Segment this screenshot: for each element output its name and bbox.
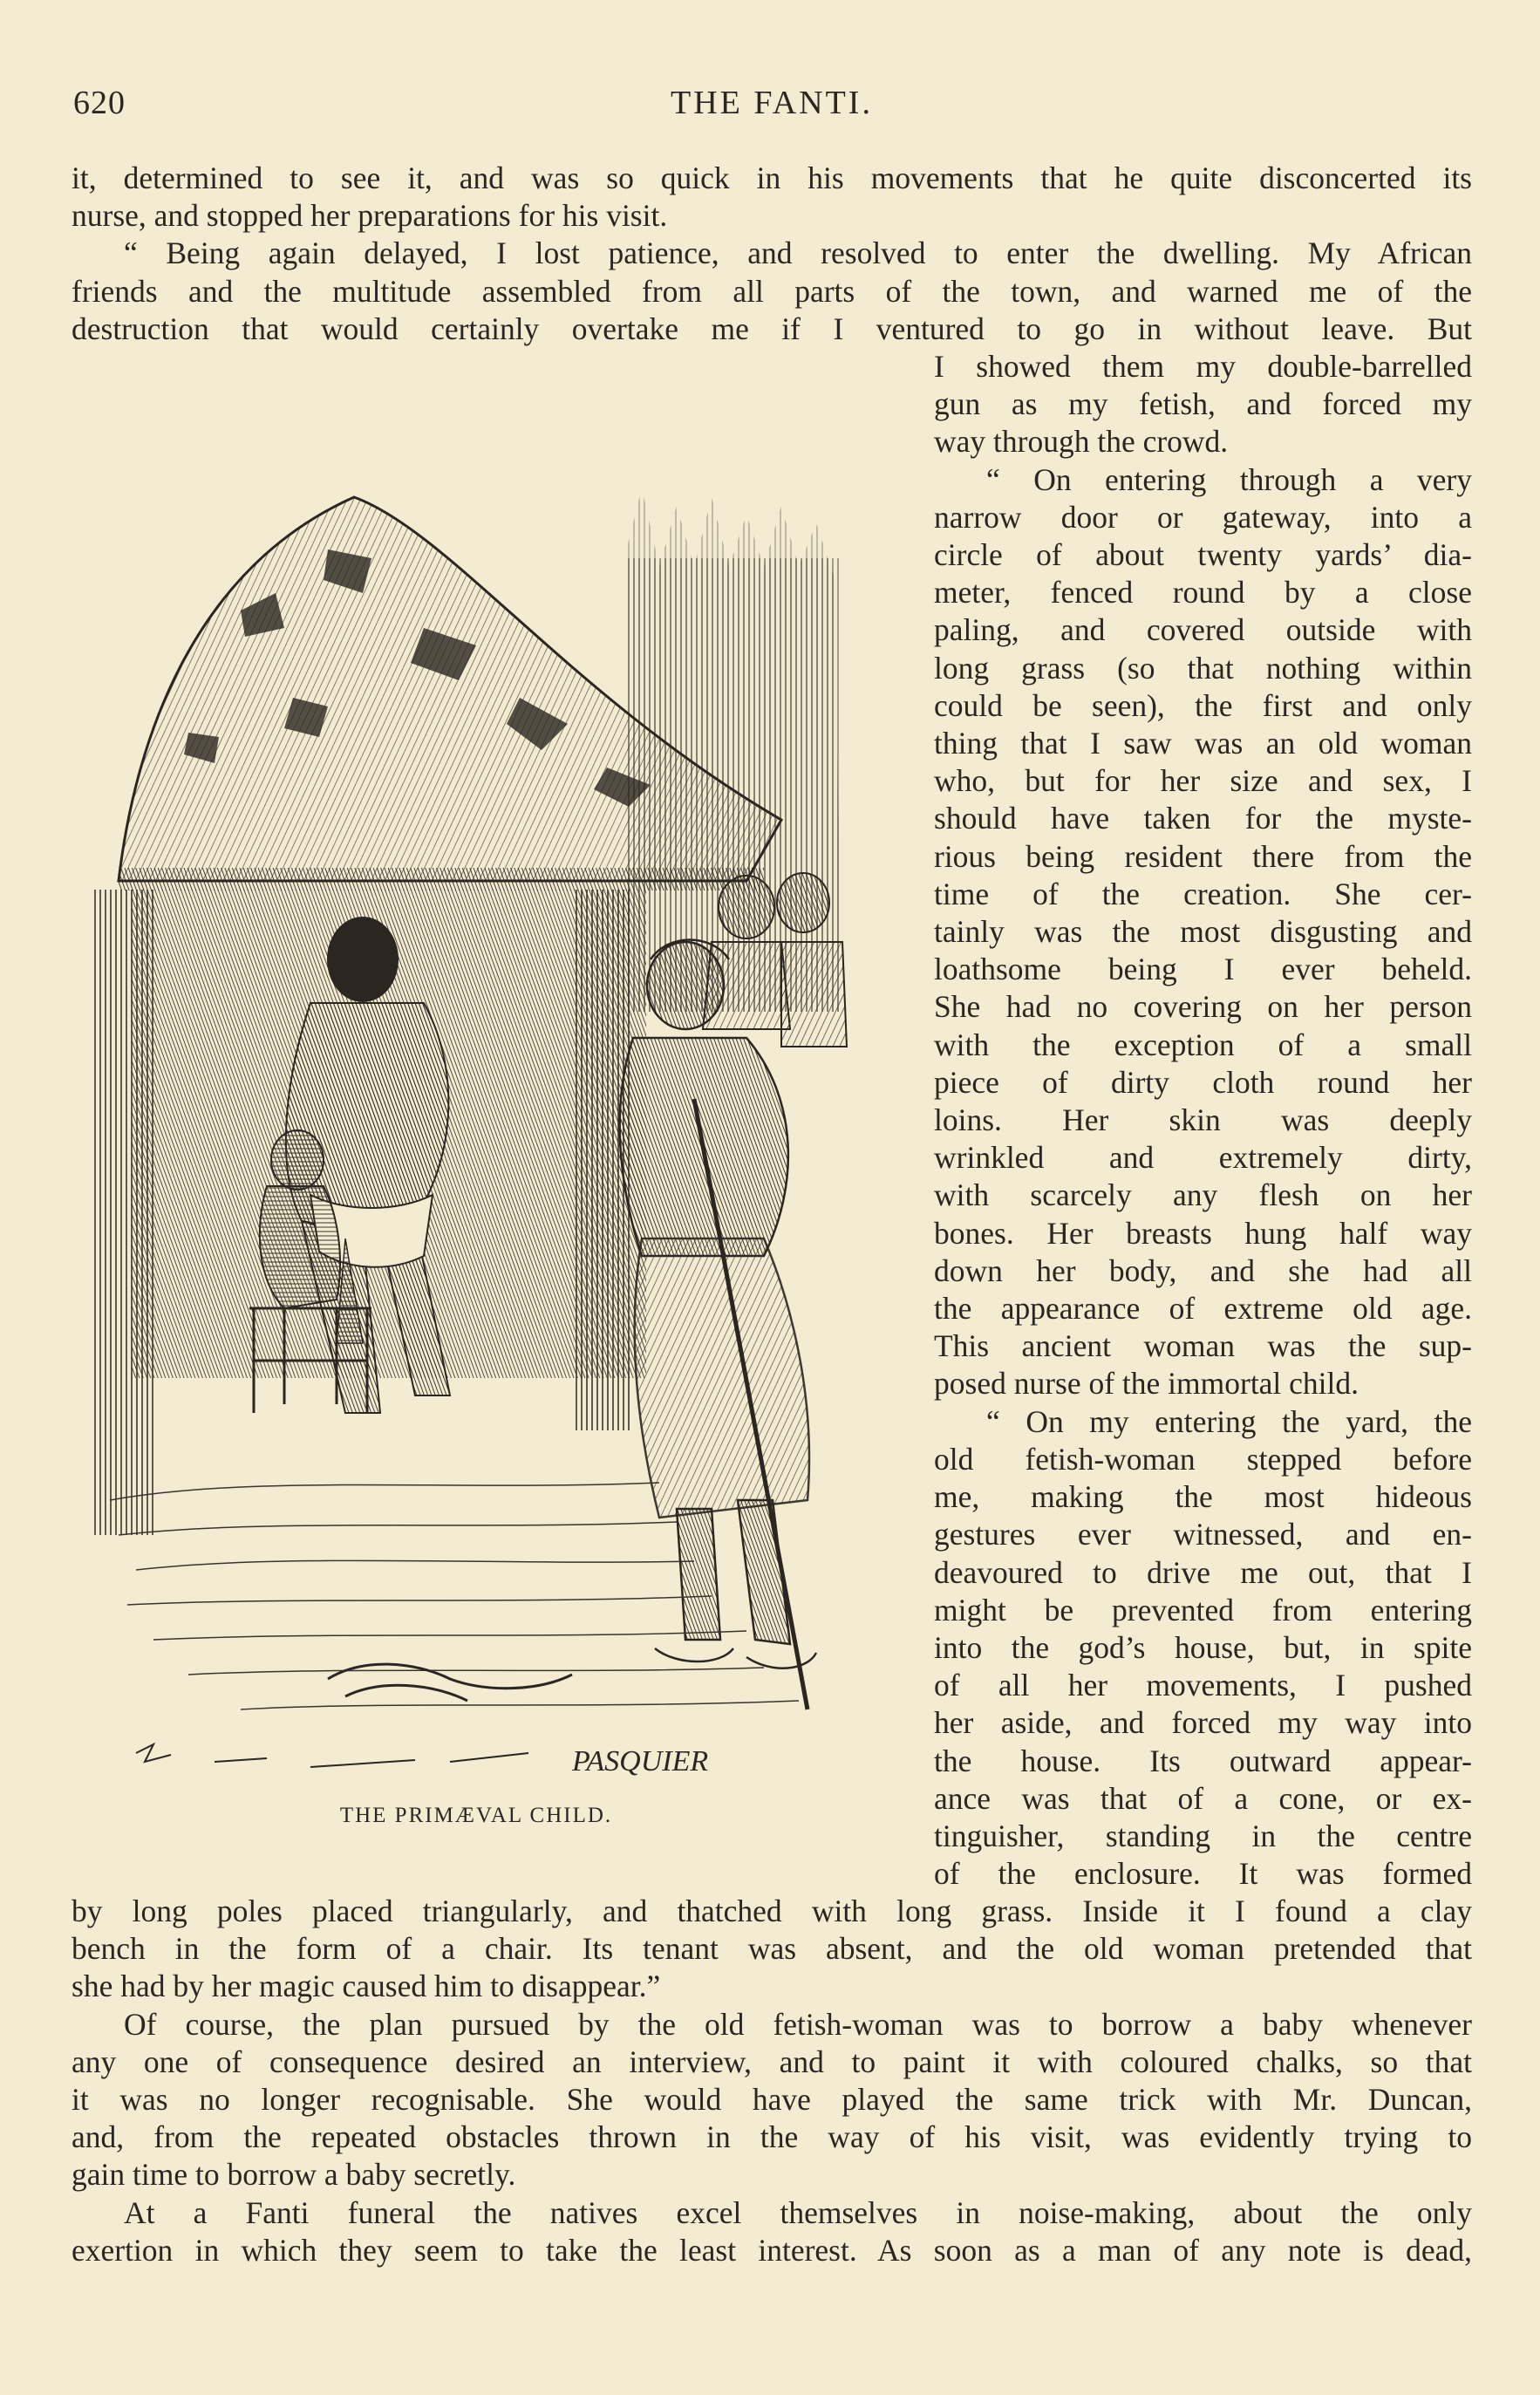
text-line: gestures ever witnessed, and en- (934, 1517, 1472, 1552)
text-line: wrinkled and extremely dirty, (934, 1140, 1472, 1176)
running-title: THE FANTI. (671, 85, 873, 121)
running-head (73, 84, 1470, 127)
text-line: long grass (so that nothing within (934, 650, 1472, 686)
text-line: destruction that would certainly overtake me if I ventured to go in without leave. But (72, 310, 1472, 346)
text-line: any one of consequence desired an interview, and to paint it with coloured chalks, so that (72, 2044, 1472, 2079)
text-line: She had no covering on her person (934, 989, 1472, 1025)
text-line: with scarcely any flesh on her (934, 1177, 1472, 1213)
text-line: tinguisher, standing in the centre (934, 1818, 1472, 1853)
text-line: she had by her magic caused him to disappear.” (72, 1969, 661, 2004)
text-line: could be seen), the first and only (934, 687, 1472, 723)
text-line: rious being resident there from the (934, 838, 1472, 874)
engraver-signature: PASQUIER (572, 1745, 709, 1777)
text-line: down her body, and she had all (934, 1252, 1472, 1288)
text-line: ance was that of a cone, or ex- (934, 1780, 1472, 1816)
text-line: friends and the multitude assembled from all parts of the town, and warned me of the (72, 273, 1472, 309)
text-line: thing that I saw was an old woman (934, 726, 1472, 761)
text-line: of all her movements, I pushed (934, 1668, 1472, 1703)
engraving-illustration (84, 471, 869, 1797)
text-line: the house. Its outward appear- (934, 1743, 1472, 1778)
text-line: by long poles placed triangularly, and thatched with long grass. Inside it I found a clay (72, 1893, 1472, 1928)
text-line: piece of dirty cloth round her (934, 1064, 1472, 1100)
text-line: might be prevented from entering (934, 1592, 1472, 1627)
text-line: nurse, and stopped her preparations for his visit. (72, 198, 668, 234)
text-line: loins. Her skin was deeply (934, 1102, 1472, 1138)
text-line: At a Fanti funeral the natives excel themselves in noise-making, about the only (124, 2194, 1472, 2230)
text-line: who, but for her size and sex, I (934, 763, 1472, 799)
text-line: circle of about twenty yards’ dia- (934, 537, 1472, 573)
text-line: Of course, the plan pursued by the old fetish-woman was to borrow a baby whenever (124, 2006, 1472, 2042)
text-line: with the exception of a small (934, 1027, 1472, 1062)
text-line: her aside, and forced my way into (934, 1705, 1472, 1741)
text-line: loathsome being I ever beheld. (934, 952, 1472, 987)
text-line: of the enclosure. It was formed (934, 1856, 1472, 1892)
text-line: bench in the form of a chair. Its tenant was absent, and the old woman pretended that (72, 1931, 1472, 1967)
text-line: “ Being again delayed, I lost patience, and resolved to enter the dwelling. My African (124, 235, 1472, 271)
text-line: meter, fenced round by a close (934, 575, 1472, 611)
engraving-primaeval-child (84, 471, 869, 1797)
text-line: gain time to borrow a baby secretly. (72, 2157, 516, 2193)
text-line: This ancient woman was the sup- (934, 1328, 1472, 1364)
text-line: into the god’s house, but, in spite (934, 1629, 1472, 1665)
text-line: posed nurse of the immortal child. (934, 1366, 1359, 1402)
text-line: paling, and covered outside with (934, 612, 1472, 648)
text-line: gun as my fetish, and forced my (934, 386, 1472, 422)
text-line: bones. Her breasts hung half way (934, 1215, 1472, 1251)
text-line: “ On entering through a very (986, 461, 1472, 497)
text-line: it was no longer recognisable. She would have played the same trick with Mr. Duncan, (72, 2082, 1472, 2118)
text-line: and, from the repeated obstacles thrown in the way of his visit, was evidently trying to (72, 2119, 1472, 2155)
text-line: exertion in which they seem to take the least interest. As soon as a man of any note is dead, (72, 2232, 1472, 2268)
text-line: it, determined to see it, and was so quick in his movements that he quite disconcerted its (72, 160, 1472, 195)
text-line: I showed them my double-barrelled (934, 349, 1472, 384)
text-line: should have taken for the myste- (934, 801, 1472, 836)
text-line: the appearance of extreme old age. (934, 1291, 1472, 1327)
text-line: tainly was the most disgusting and (934, 914, 1472, 950)
text-line: deavoured to drive me out, that I (934, 1554, 1472, 1590)
top-paragraph-block (72, 160, 1472, 348)
text-line: time of the creation. She cer- (934, 876, 1472, 911)
text-line: narrow door or gateway, into a (934, 499, 1472, 535)
page-number: 620 (73, 85, 126, 121)
illustration-caption: THE PRIMÆVAL CHILD. (339, 1804, 613, 1827)
text-line: me, making the most hideous (934, 1479, 1472, 1515)
text-line: old fetish-woman stepped before (934, 1441, 1472, 1477)
text-line: way through the crowd. (934, 424, 1229, 460)
right-column-text (934, 348, 1472, 1893)
text-line: “ On my entering the yard, the (986, 1403, 1472, 1439)
bottom-paragraph-block (72, 1893, 1472, 2269)
